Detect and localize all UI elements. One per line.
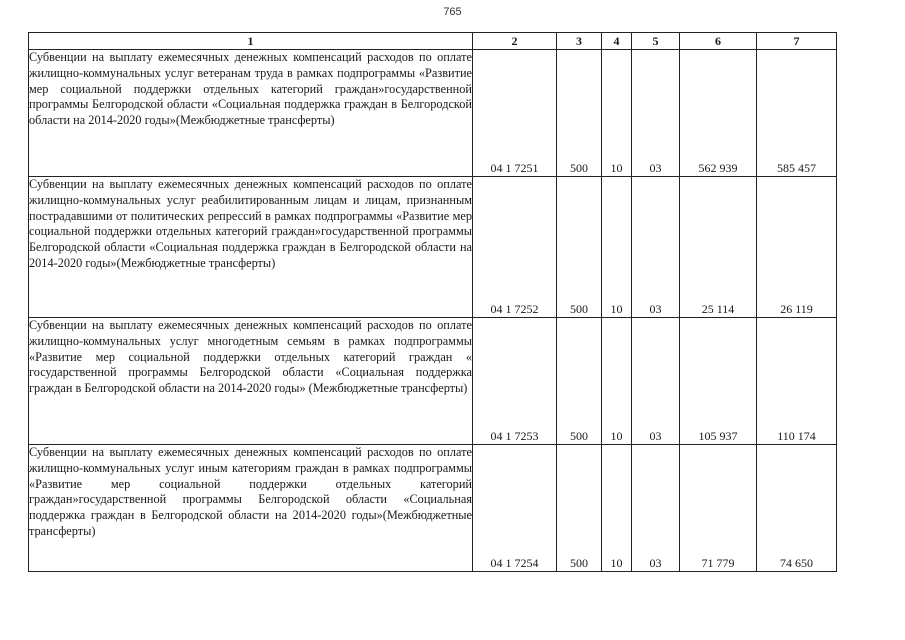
header-col-5: 5 — [632, 33, 680, 50]
row-description: Субвенции на выплату ежемесячных денежных компенсаций расходов по оплате жилищно-коммунальных услуг многодетным семьям в рамках подпрограммы «Развитие мер социальной поддержки отдельных категорий граждан « государственной программы Белгородской области «Социальная поддержка граждан в Белгородской области на 2014-2020 годы» (Межбюджетные трансферты) — [29, 318, 473, 445]
header-col-6: 6 — [680, 33, 757, 50]
row-description: Субвенции на выплату ежемесячных денежных компенсаций расходов по оплате жилищно-коммунальных услуг реабилитированным лицам и лицам, признанным пострадавшими от политических репрессий в рамках подпрограммы «Развитие мер социальной поддержки отдельных категорий граждан»государственной программы Белгородской области «Социальная поддержка граждан в Белгородской области на 2014-2020 годы»(Межбюджетные трансферты) — [29, 177, 473, 318]
row-sum-1: 25 114 — [680, 177, 757, 318]
row-code: 04 1 7253 — [473, 318, 557, 445]
budget-table — [28, 32, 837, 572]
table-row — [29, 318, 837, 445]
header-col-4: 4 — [602, 33, 632, 50]
header-row — [29, 33, 837, 50]
row-kvr: 500 — [557, 177, 602, 318]
table-row — [29, 50, 837, 177]
row-subsection: 03 — [632, 177, 680, 318]
header-col-7: 7 — [757, 33, 837, 50]
row-sum-2: 585 457 — [757, 50, 837, 177]
table-row — [29, 177, 837, 318]
row-description: Субвенции на выплату ежемесячных денежных компенсаций расходов по оплате жилищно-коммунальных услуг иным категориям граждан в рамках подпрограммы «Развитие мер социальной поддержки отдельных категорий граждан»государственной программы Белгородской области «Социальная поддержка граждан в Белгородской области на 2014-2020 годы»(Межбюджетные трансферты) — [29, 445, 473, 572]
table-row — [29, 445, 837, 572]
row-sum-2: 74 650 — [757, 445, 837, 572]
header-col-2: 2 — [473, 33, 557, 50]
row-section: 10 — [602, 50, 632, 177]
row-section: 10 — [602, 445, 632, 572]
row-section: 10 — [602, 177, 632, 318]
row-sum-2: 26 119 — [757, 177, 837, 318]
row-subsection: 03 — [632, 318, 680, 445]
row-code: 04 1 7251 — [473, 50, 557, 177]
row-section: 10 — [602, 318, 632, 445]
row-subsection: 03 — [632, 50, 680, 177]
row-description: Субвенции на выплату ежемесячных денежных компенсаций расходов по оплате жилищно-коммунальных услуг ветеранам труда в рамках подпрограммы «Развитие мер социальной поддержки отдельных категорий граждан»государственной программы Белгородской области «Социальная поддержка граждан в Белгородской области на 2014-2020 годы»(Межбюджетные трансферты) — [29, 50, 473, 177]
row-code: 04 1 7252 — [473, 177, 557, 318]
header-col-1: 1 — [29, 33, 473, 50]
row-kvr: 500 — [557, 318, 602, 445]
row-kvr: 500 — [557, 50, 602, 177]
page-number: 765 — [443, 6, 462, 18]
header-col-3: 3 — [557, 33, 602, 50]
row-code: 04 1 7254 — [473, 445, 557, 572]
row-sum-2: 110 174 — [757, 318, 837, 445]
row-kvr: 500 — [557, 445, 602, 572]
row-sum-1: 105 937 — [680, 318, 757, 445]
row-subsection: 03 — [632, 445, 680, 572]
row-sum-1: 71 779 — [680, 445, 757, 572]
row-sum-1: 562 939 — [680, 50, 757, 177]
